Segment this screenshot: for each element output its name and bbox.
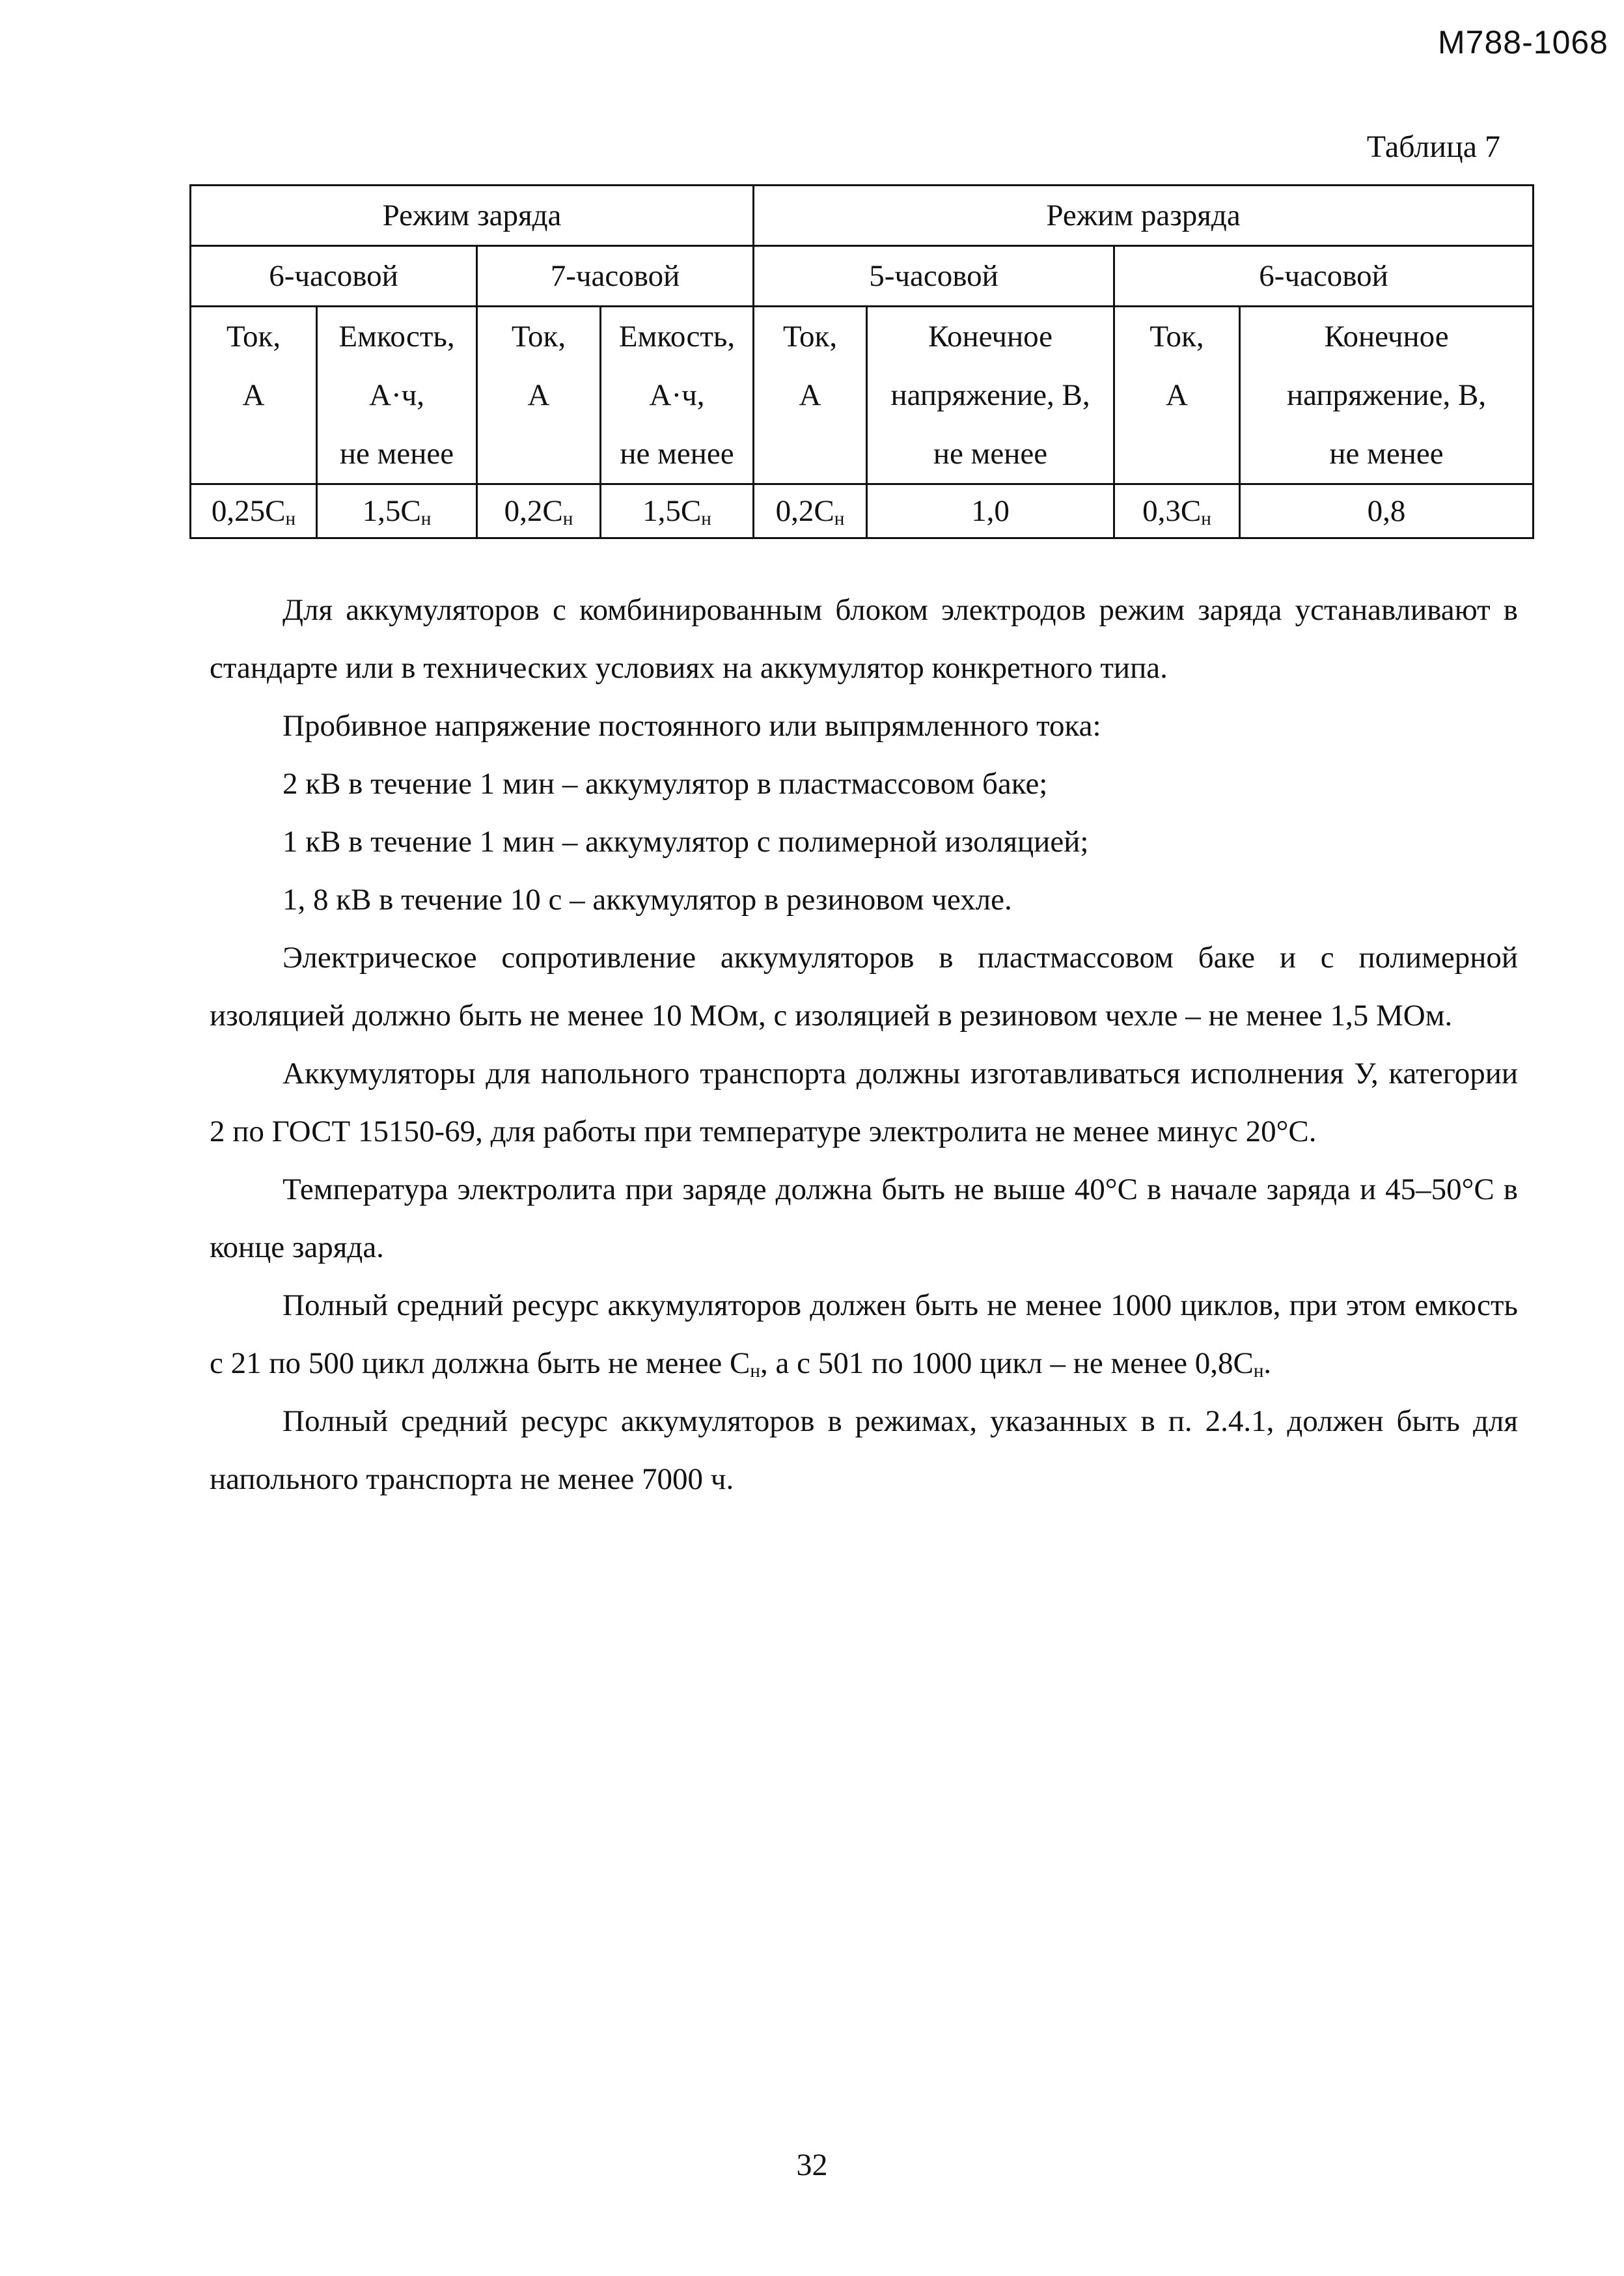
table-cell: $0,25С_н$ <box>191 484 317 538</box>
discharge-6h-header: 6-часовой <box>1114 246 1534 307</box>
table-column-header-row <box>191 307 1534 484</box>
paragraph-voltage-polymer: 1 кВ в течение 1 мин – аккумулятор с полимерной изоляцией; <box>282 825 1089 859</box>
table-cell: 1,0 <box>867 484 1114 538</box>
charge-7h-header: 7-часовой <box>477 246 754 307</box>
table-cell: $1,5С_н$ <box>601 484 754 538</box>
discharge-5h-header: 5-часовой <box>754 246 1114 307</box>
column-header: Емкость, А·ч, не менее <box>601 307 754 484</box>
table-group-header-row <box>191 186 1534 246</box>
column-header: Ток, А <box>754 307 867 484</box>
table-mode-header-row <box>191 246 1534 307</box>
paragraph-temperature: Температура электролита при заряде должна быть не выше 40°С в начале заряда и 45–50°С в конце заряда. <box>210 1173 1518 1264</box>
table-cell: $0,2С_н$ <box>754 484 867 538</box>
charge-mode-header: Режим заряда <box>191 186 754 246</box>
column-header: Конечное напряжение, В, не менее <box>1240 307 1534 484</box>
battery-mode-table <box>189 184 1534 539</box>
column-header: Ток, А <box>477 307 601 484</box>
table-cell: 0,8 <box>1240 484 1534 538</box>
table-cell: $0,3С_н$ <box>1114 484 1240 538</box>
document-code: М788-1068 <box>1438 24 1608 61</box>
table-values-row <box>191 484 1534 538</box>
body-text <box>210 581 1518 1508</box>
table-cell: $0,2С_н$ <box>477 484 601 538</box>
table-caption: Таблица 7 <box>1366 130 1500 164</box>
column-header: Конечное напряжение, В, не менее <box>867 307 1114 484</box>
discharge-mode-header: Режим разряда <box>754 186 1534 246</box>
paragraph-voltage-plastic: 2 кВ в течение 1 мин – аккумулятор в пластмассовом баке; <box>282 767 1048 801</box>
page-number: 32 <box>796 2148 828 2182</box>
paragraph-resistance: Электрическое сопротивление аккумуляторов в пластмассовом баке и с полимерной изоляцией должно быть не менее 10 МОм, с изоляцией в резиновом чехле – не менее 1,5 МОм. <box>210 941 1518 1033</box>
paragraph-resource-hours: Полный средний ресурс аккумуляторов в режимах, указанных в п. 2.4.1, должен быть для напольного транспорта не менее 7000 ч. <box>210 1404 1518 1496</box>
paragraph-charge-mode: Для аккумуляторов с комбинированным блоком электродов режим заряда устанавливают в стандарте или в технических условиях на аккумулятор конкретного типа. <box>210 593 1518 685</box>
charge-6h-header: 6-часовой <box>191 246 477 307</box>
column-header: Ток, А <box>1114 307 1240 484</box>
paragraph-climate: Аккумуляторы для напольного транспорта должны изготавливаться исполнения У, категории 2 по ГОСТ 15150-69, для работы при температуре электролита не менее минус 20°С. <box>210 1057 1518 1148</box>
paragraph-resource-cycles: Полный средний ресурс аккумуляторов должен быть не менее 1000 циклов, при этом емкость с 21 по 500 цикл должна быть не менее $С_н$, а с 501 по 1000 цикл – не менее $0,8С_н$. <box>210 1288 1518 1381</box>
column-header: Ток, А <box>191 307 317 484</box>
paragraph-voltage-rubber: 1, 8 кВ в течение 10 с – аккумулятор в резиновом чехле. <box>282 883 1012 917</box>
paragraph-breakdown-voltage: Пробивное напряжение постоянного или выпрямленного тока: <box>282 709 1101 743</box>
column-header: Емкость, А·ч, не менее <box>317 307 477 484</box>
table-cell: $1,5С_н$ <box>317 484 477 538</box>
